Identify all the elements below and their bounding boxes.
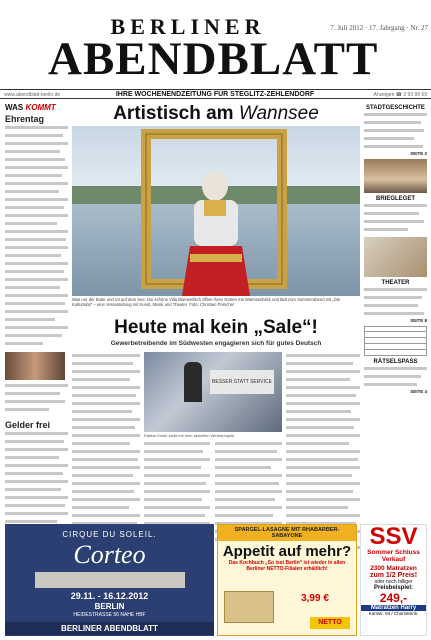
subheadline-sale: Gewerbetreibende im Südwesten engagieren sich für gutes Deutsch (110, 340, 322, 347)
halber-preis: zum 1/2 Preis! (369, 572, 418, 579)
headline-sale[interactable]: Heute mal kein „Sale“! (114, 317, 318, 338)
ad-netto-kochbuch[interactable] (217, 524, 357, 636)
ssv-logo: SSV (369, 524, 418, 550)
issue-date: 7. Juli 2012 · 17. Jahrgang · Nr. 27 (330, 24, 428, 32)
article-gelder-text (5, 432, 68, 523)
person-figure (184, 362, 202, 402)
section-ehrentag: Ehrentag (5, 114, 45, 124)
kochbuch-text: Das Kochbuch „So isst Berlin“ ist wieder in allen Berliner NETTO-Filialen erhältlich! (228, 560, 346, 572)
harry-address: Kantstr. 93 / Charlottenb. (368, 611, 419, 616)
ad-matratzen-harry[interactable] (360, 524, 427, 636)
page-ref-8[interactable]: SEITE 8 (410, 318, 427, 323)
ad-phone: Anzeigen ☎ 2 93 99 69 (373, 92, 427, 98)
was-label: WAS (5, 103, 24, 112)
cookbook-price: 3,99 € (301, 593, 329, 604)
noch-billiger: oder noch billiger (374, 579, 413, 585)
was-kommt-logo (5, 103, 68, 112)
cirque-dates: 29.11. - 16.12.2012 (70, 591, 149, 601)
netto-logo: NETTO (310, 617, 350, 629)
photo-caption: Was nur der Bude und rot auf dem See: Die schöne Villa Blumenfisch öffnet ihren Garten mit Wannseeblick und lädt zum Sommerabend mit „Die Kulturtafel“ – eine Veranstaltung mit Kunst, Musik und Theater. Foto: Christian Parschel (72, 297, 341, 307)
appetit-headline: Appetit auf mehr? (222, 543, 352, 560)
matratzen-harry-logo: Matratzen Harry (361, 605, 426, 611)
cirque-title: CIRQUE DU SOLEIL. (62, 530, 157, 539)
cirque-city: BERLIN (94, 602, 125, 611)
section-raetselspass: RÄTSELSPASS (373, 359, 418, 365)
portrait-photo (5, 352, 65, 380)
left-column (5, 103, 68, 523)
headline-plain: Artistisch am (113, 103, 234, 124)
masthead-berliner: BERLINER (110, 14, 266, 39)
raetsel-grid (364, 326, 427, 356)
cookbook-cover (224, 591, 274, 623)
street-sign: BESSER STATT SERVICE (210, 370, 274, 394)
ad-cirque-du-soleil[interactable] (5, 524, 214, 636)
cirque-venue: HEIDESTRASSE 56 NAHE HBF (73, 612, 146, 618)
article-ehrentag-text (5, 126, 68, 348)
right-column (364, 103, 427, 523)
cirque-banner-image (35, 572, 185, 588)
page-ref-2[interactable]: SEITE 2 (410, 151, 427, 156)
article-sale-photo[interactable] (144, 352, 282, 432)
headline-italic: Wannsee (238, 103, 319, 124)
brieg-photo (364, 237, 427, 277)
matratzen-count: 2300 Matratzen (370, 565, 417, 572)
corteo-title: Corteo (73, 540, 146, 569)
cirque-sponsor: BERLINER ABENDBLATT (5, 622, 214, 635)
tagline: IHRE WOCHENENDZEITUNG FÜR STEGLITZ-ZEHLENDORF (115, 91, 315, 98)
website-url[interactable]: www.abendblatt-berlin.de (4, 92, 61, 98)
sommer-schluss-verkauf: Sommer Schluss Verkauf (367, 549, 420, 563)
sale-photo-caption: Patrick Koller wirbt mit dem aktuellen Werbeprojekt (144, 433, 235, 438)
section-theater: THEATER (381, 280, 410, 286)
main-photo-artist-frame[interactable] (72, 126, 360, 296)
section-stadtgeschichte: STADTGESCHICHTE (366, 105, 425, 111)
spargel-banner: SPARGEL-LASAGNE MIT RHABARBER-SABAYONE (218, 525, 356, 541)
preisbeispiel-value: 249,- (379, 591, 408, 605)
preisbeispiel-label: Preisbeispiel: (373, 585, 414, 591)
kommt-label: KOMMT (25, 103, 56, 112)
section-gelder-frei: Gelder frei (5, 420, 51, 430)
stadtgeschichte-photo (364, 159, 427, 193)
masthead-abendblatt: ABENDBLATT (48, 33, 379, 85)
page-ref-4[interactable]: SEITE 4 (410, 389, 427, 394)
headline-artistisch[interactable] (72, 103, 360, 125)
section-briegleget: BRIEGLEGET (375, 196, 415, 202)
tagline-bar (0, 89, 431, 99)
artist-frame-illustration (72, 126, 360, 296)
